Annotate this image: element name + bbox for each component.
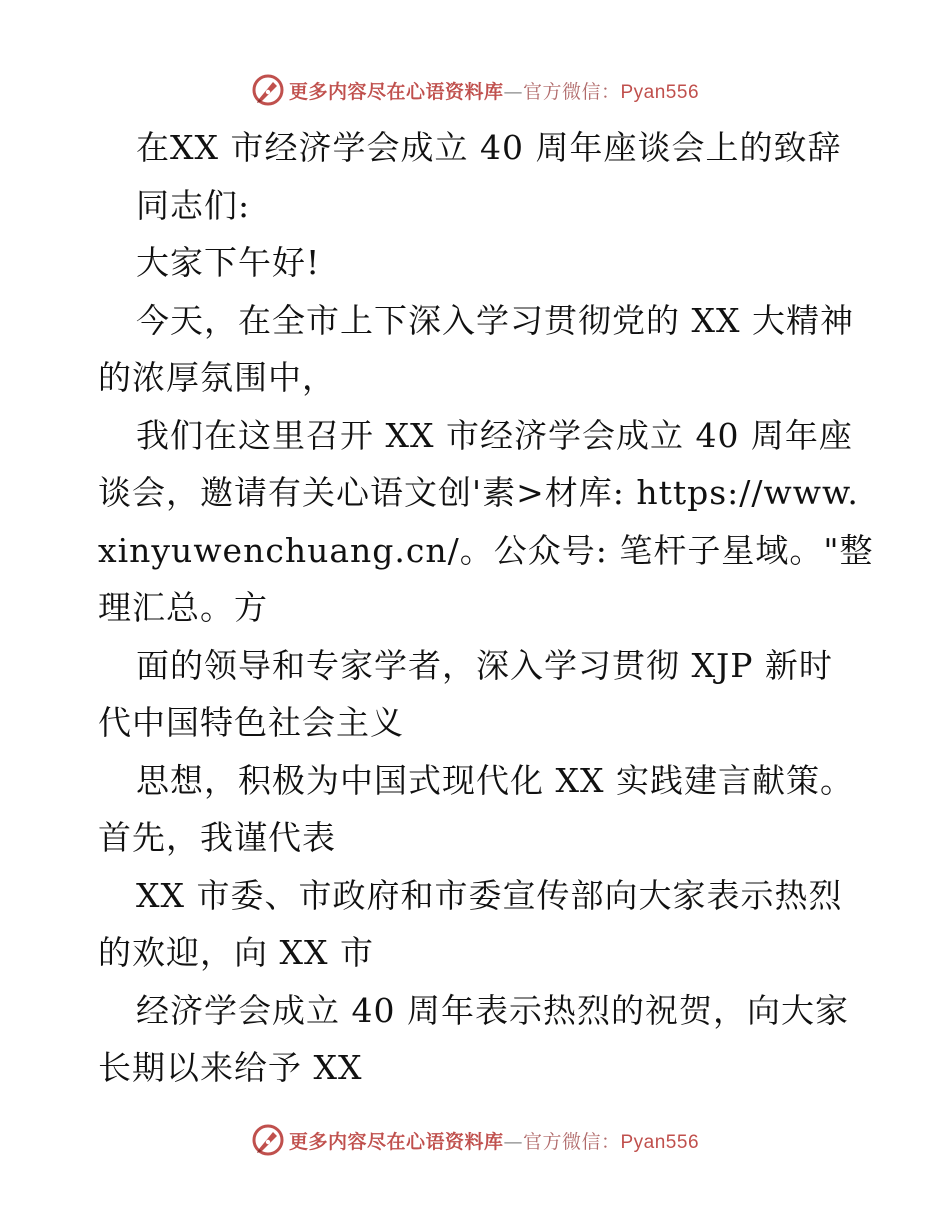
paragraph-line: 的欢迎，向 XX 市	[98, 933, 374, 972]
salutation: 同志们:	[136, 185, 251, 225]
banner-separator: —	[503, 80, 523, 103]
greeting: 大家下午好!	[136, 243, 321, 282]
document-title: 在XX 市经济学会成立 40 周年座谈会上的致辞	[136, 128, 842, 167]
paragraph-line: 经济学会成立 40 周年表示热烈的祝贺，向大家	[136, 990, 849, 1030]
paragraph-line: 今天，在全市上下深入学习贯彻党的 XX 大精神	[136, 300, 854, 340]
paragraph-line: 代中国特色社会主义	[98, 703, 404, 742]
header-watermark-banner	[0, 70, 950, 110]
paragraph-line: 理汇总。方	[98, 588, 268, 627]
footer-watermark-banner	[0, 1120, 950, 1160]
paragraph-line: 思想，积极为中国式现代化 XX 实践建言献策。	[136, 760, 854, 800]
banner-text	[289, 1127, 699, 1154]
pen-nib-icon	[251, 1123, 285, 1157]
paragraph-line: xinyuwenchuang.cn/。公众号: 笔杆子星域。"整	[98, 530, 874, 570]
paragraph-line: 长期以来给予 XX	[98, 1048, 363, 1087]
banner-wechat-label: 官方微信：	[522, 1130, 621, 1153]
paragraph-line: 我们在这里召开 XX 市经济学会成立 40 周年座	[136, 415, 853, 455]
document-body	[98, 119, 888, 1097]
paragraph-line: 面的领导和专家学者，深入学习贯彻 XJP 新时	[136, 645, 833, 685]
banner-main-text: 更多内容尽在心语资料库	[288, 80, 504, 103]
paragraph-line: XX 市委、市政府和市委宣传部向大家表示热烈	[136, 875, 843, 915]
banner-handle: Pyan556	[620, 1131, 700, 1153]
banner-text	[289, 77, 699, 104]
paragraph-line: 谈会，邀请有关心语文创'素>材库: https://www.	[98, 473, 859, 512]
banner-main-text: 更多内容尽在心语资料库	[288, 1130, 504, 1153]
banner-wechat-label: 官方微信：	[522, 80, 621, 103]
paragraph-line: 的浓厚氛围中，	[98, 358, 336, 397]
banner-handle: Pyan556	[620, 81, 700, 103]
banner-separator: —	[503, 1130, 523, 1153]
pen-nib-icon	[251, 73, 285, 107]
paragraph-line: 首先，我谨代表	[98, 818, 336, 857]
